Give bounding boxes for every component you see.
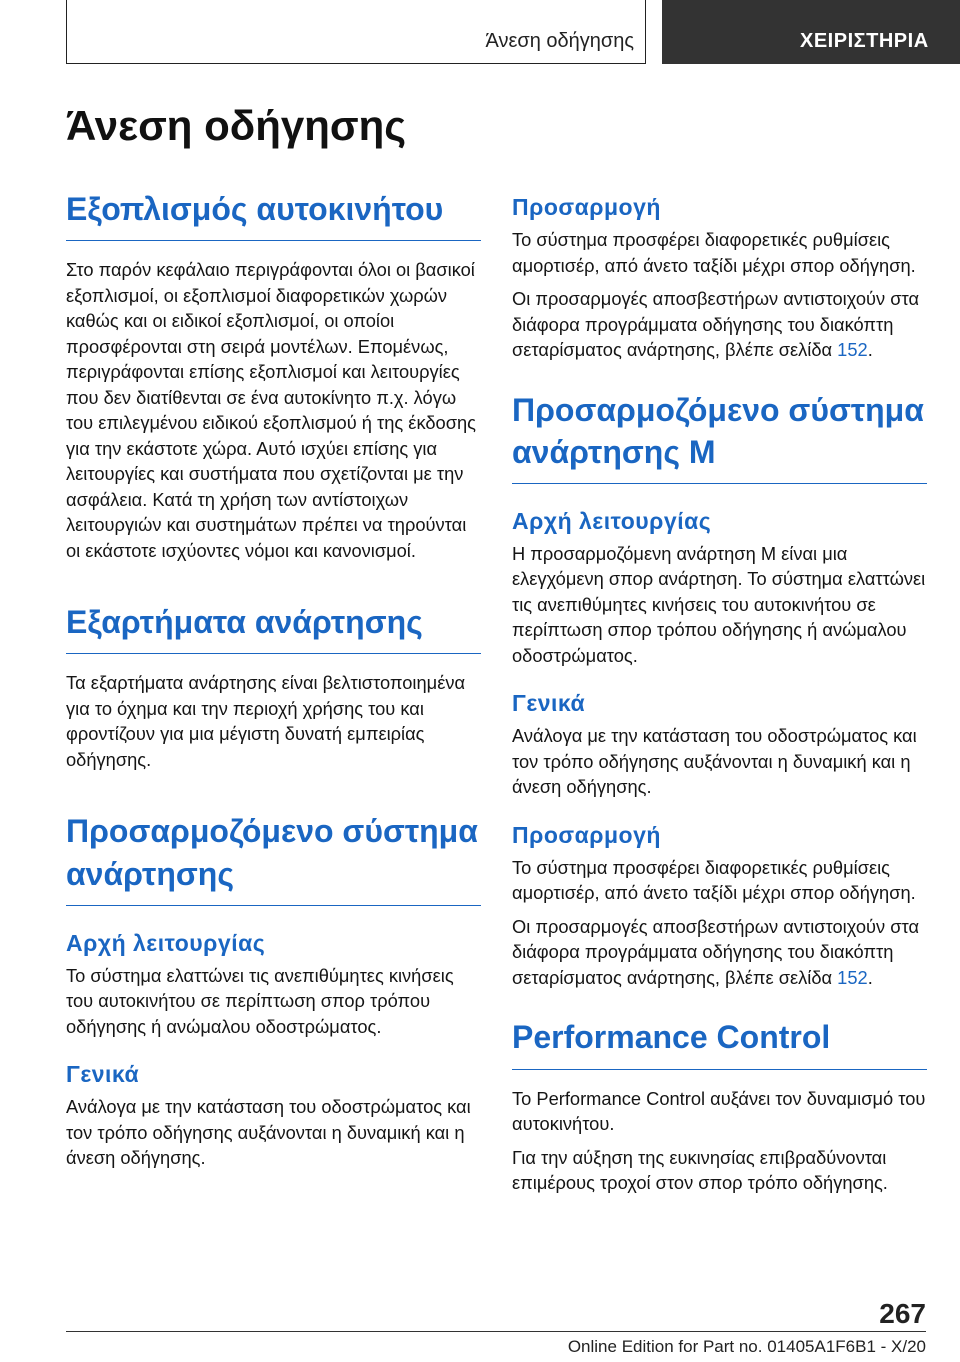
heading-general-m: Γενικά xyxy=(512,690,586,717)
adaptation-m-text-2-body: Οι προσαρμογές αποσβεστήρων αντιστοιχούν στα διάφορα προγράμματα οδήγησης του διακόπτη σεταρίσματος ανάρτησης, βλέπε σελίδα xyxy=(512,915,920,988)
general-m-text: Ανάλογα με την κατάσταση του οδοστρώματος και τον τρόπο οδήγησης αυξάνονται η δυναμική και η άνεση οδήγησης. xyxy=(512,725,917,798)
general-text: Ανάλογα με την κατάσταση του οδοστρώματος και τον τρόπο οδήγησης αυξάνονται η δυναμική και η άνεση οδήγησης. xyxy=(66,1096,471,1169)
heading-principle: Αρχή λειτουργίας xyxy=(66,929,266,956)
performance-text-1: Το Performance Control αυξάνει τον δυναμισμό του αυτοκινήτου. xyxy=(512,1087,926,1135)
heading-equipment: Εξοπλισμός αυτοκινήτου xyxy=(66,188,481,241)
heading-suspension: Εξαρτήματα ανάρτησης xyxy=(66,601,481,654)
adaptation-text-1: Το σύστημα προσφέρει διαφορετικές ρυθμίσεις αμορτισέρ, από άνετο ταξίδι μέχρι σπορ οδήγηση. xyxy=(512,229,916,276)
principle-m-text: Η προσαρμοζόμενη ανάρτηση M είναι μια ελεγχόμενη σπορ ανάρτηση. Το σύστημα ελαττώνει τις ανεπιθύμητες κινήσεις του αυτοκινήτου σε περίπτωση σπορ τρόπου οδήγησης ή ανώμαλου οδοστρώματος. xyxy=(512,542,926,666)
edition-note: Online Edition for Part no. 01405A1F6B1 - X/20 xyxy=(567,1337,926,1356)
footer-rule xyxy=(66,1331,926,1332)
sentence-end: . xyxy=(867,339,873,360)
suspension-text: Τα εξαρτήματα ανάρτησης είναι βελτιστοποιημένα για το όχημα και την περιοχή χρήσης του και φροντίζουν για μια μέγιστη δυνατή εμπειρίας οδήγησης. xyxy=(66,672,466,770)
adaptation-m-text-2 xyxy=(512,914,927,991)
page-header xyxy=(0,0,960,66)
adaptation-text-2-body: Οι προσαρμογές αποσβεστήρων αντιστοιχούν στα διάφορα προγράμματα οδήγησης του διακόπτη σεταρίσματος ανάρτησης, βλέπε σελίδα xyxy=(512,288,920,360)
heading-general: Γενικά xyxy=(66,1061,140,1088)
page-title: Άνεση οδήγησης xyxy=(66,102,407,149)
page-number: 267 xyxy=(879,1298,926,1329)
adaptation-m-text-1: Το σύστημα προσφέρει διαφορετικές ρυθμίσεις αμορτισέρ, από άνετο ταξίδι μέχρι σπορ οδήγηση. xyxy=(512,856,916,904)
right-column xyxy=(512,188,927,1196)
adaptation-text-2 xyxy=(512,286,927,363)
left-column xyxy=(66,188,481,1171)
performance-text-2: Για την αύξηση της ευκινησίας επιβραδύνονται επιμέρους τροχοί στον σπορ τρόπο οδήγησης. xyxy=(512,1146,888,1194)
principle-text: Το σύστημα ελαττώνει τις ανεπιθύμητες κινήσεις του αυτοκινήτου σε περίπτωση σπορ τρόπου οδήγησης ή ανώμαλου οδοστρώματος. xyxy=(66,964,454,1037)
header-chapter-tab[interactable]: ΧΕΙΡΙΣΤΗΡΙΑ xyxy=(662,0,960,64)
heading-adaptation-m: Προσαρμογή xyxy=(512,821,661,848)
heading-performance-control: Performance Control xyxy=(512,1016,927,1069)
equipment-text: Στο παρόν κεφάλαιο περιγράφονται όλοι οι βασικοί εξοπλισμοί, οι εξοπλισμοί διαφορετικών χωρών καθώς και οι ειδικοί εξοπλισμοί, οι οποίοι προσφέρονται στη σειρά μοντέλων. Επομένως, περιγράφονται επίσης εξοπλισμοί και λειτουργίες που δεν διατίθενται σε ένα αυτοκίνητο π.χ. λόγω του επιλεγμένου ειδικού εξοπλισμού ή της έκδοσης για την εκάστοτε χώρα. Αυτό ισχύει επίσης για λειτουργίες και συστήματα που σχετίζονται με την ασφάλεια. Κατά τη χρήση των αντίστοιχων λειτουργιών και συστημάτων πρέπει να τηρούνται οι εκάστοτε ισχύοντες νόμοι και κανονισμοί. xyxy=(66,259,476,561)
heading-adaptive-suspension: Προσαρμοζόμενο σύστημα ανάρτησης xyxy=(66,810,481,905)
heading-adaptive-suspension-m: Προσαρμοζόμενο σύστημα ανάρτησης M xyxy=(512,389,927,484)
page-link-152-m[interactable]: 152 xyxy=(837,966,868,988)
header-section-title: Άνεση οδήγησης xyxy=(485,30,634,52)
sentence-end-m: . xyxy=(867,966,873,988)
page-link-152[interactable]: 152 xyxy=(837,339,868,360)
heading-principle-m: Αρχή λειτουργίας xyxy=(512,507,712,534)
heading-adaptation: Προσαρμογή xyxy=(512,194,661,220)
